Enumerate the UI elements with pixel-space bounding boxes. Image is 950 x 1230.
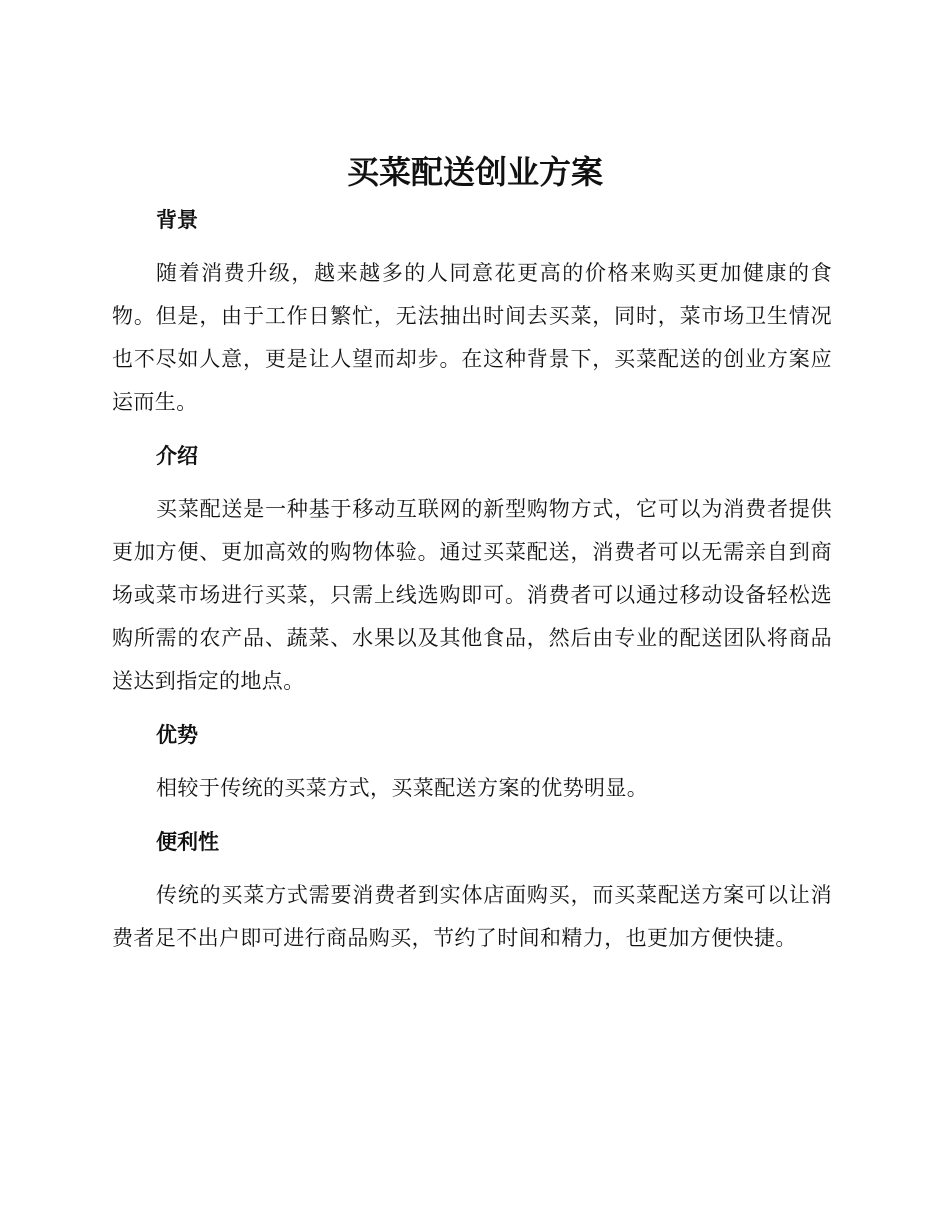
- section-introduction: [112, 436, 832, 703]
- section-advantages: [112, 715, 832, 810]
- section-paragraph: 传统的买菜方式需要消费者到实体店面购买，而买菜配送方案可以让消费者足不出户即可进行商品购买，节约了时间和精力，也更加方便快捷。: [112, 883, 832, 950]
- document-body: [112, 200, 832, 972]
- section-background: [112, 200, 832, 424]
- section-heading: 优势: [156, 723, 198, 747]
- section-paragraph: 随着消费升级，越来越多的人同意花更高的价格来购买更加健康的食物。但是，由于工作日繁忙，无法抽出时间去买菜，同时，菜市场卫生情况也不尽如人意，更是让人望而却步。在这种背景下，买菜配送的创业方案应运而生。: [112, 261, 832, 414]
- section-paragraph: 买菜配送是一种基于移动互联网的新型购物方式，它可以为消费者提供更加方便、更加高效的购物体验。通过买菜配送，消费者可以无需亲自到商场或菜市场进行买菜，只需上线选购即可。消费者可以通过移动设备轻松选购所需的农产品、蔬菜、水果以及其他食品，然后由专业的配送团队将商品送达到指定的地点。: [112, 497, 832, 693]
- document-title: 买菜配送创业方案: [346, 153, 603, 191]
- section-heading: 介绍: [156, 444, 198, 468]
- section-convenience: [112, 822, 832, 960]
- section-heading: 便利性: [156, 830, 219, 854]
- section-paragraph: 相较于传统的买菜方式，买菜配送方案的优势明显。: [156, 776, 649, 800]
- section-heading: 背景: [156, 208, 198, 232]
